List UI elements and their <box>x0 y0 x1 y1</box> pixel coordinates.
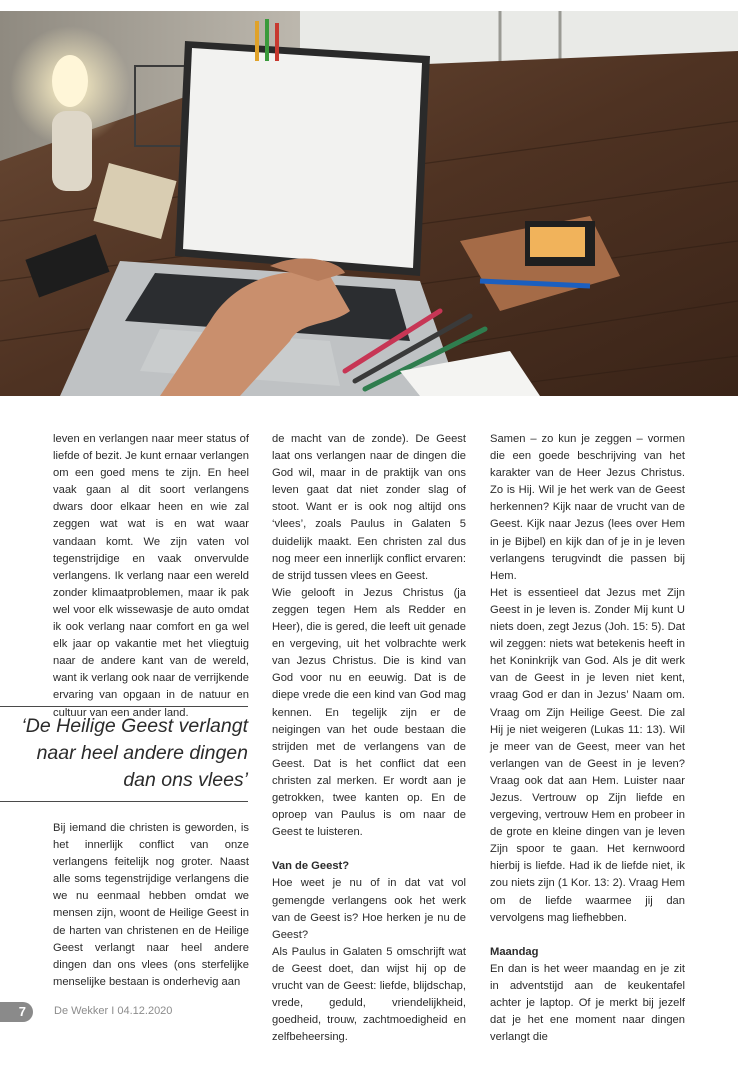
pull-quote-text: ‘De Heilige Geest verlangt naar heel andere dingen dan ons vlees’ <box>21 715 248 791</box>
pull-quote <box>0 706 248 802</box>
page-number: 7 <box>0 1002 33 1022</box>
body-paragraph: Als Paulus in Galaten 5 omschrijft wat de Geest doet, dan wijst hij op de vrucht van de Geest: liefde, blijdschap, vrede, geduld, vriendelijkheid, goedheid, trouw, zachtmoedigheid en zelfbeheersing. <box>272 945 466 1044</box>
body-paragraph: Samen – zo kun je zeggen – vormen die een goede beschrijving van het karakter van de Heer Jezus Christus. Zo is Hij. Wil je het werk van de Geest herkennen? Kijk naar de vrucht van de Geest. Kijk naar Jezus (lees over Hem in je Bijbel) en kijk dan of je in je leven verlangens terugvindt die passen bij Hem. <box>490 433 685 582</box>
body-paragraph: En dan is het weer maandag en je zit in adventstijd aan de keukentafel achter je laptop. Of je merkt bij jezelf dat je het ene moment naar dingen verlangt die <box>490 962 685 1044</box>
column-1-bottom <box>53 820 249 991</box>
body-paragraph: Wie gelooft in Jezus Christus (ja zeggen tegen Hem als Redder en Heer), die is gered, die leeft uit genade en vergeving, uit het volbrachte werk van Jezus Christus. Die is kind van God voor nu en eeuwig. Dat is de diepe vrede die een kind van God mag kennen. En tegelijk zijn er de neigingen van het oude bestaan die strijden met de verlangens van de Geest. Dat is het conflict dat een christen zal merken. Er wordt aan je getrokken, twee kanten op. En de oproep van Paulus is om naar de Geest te luisteren. <box>272 586 466 839</box>
column-3 <box>490 431 685 1046</box>
body-paragraph: leven en verlangen naar meer status of liefde of bezit. Je kunt ernaar verlangen om een goed mens te zijn. En heel vaak gaan al dit soort verlangens dwars door elkaar heen en wie zal zeggen wat wat is en wat waar vandaan komt. We zijn vaten vol tegenstrijdige en vaak onvervulde verlangens. Ik verlang naar een wereld zonder klimaatproblemen, maar ik pak wel voor elk wissewasje de auto omdat ik ook verlang naar comfort en ga wel elk jaar op vakantie met het vliegtuig naar de andere kant van de wereld, want ik verlang ook naar de verrijkende ervaring van opgaan in de natuur en cultuur van een ander land. <box>53 433 249 719</box>
hero-photo-laptop-desk <box>0 11 738 396</box>
section-heading: Van de Geest? <box>272 860 350 873</box>
body-paragraph: Het is essentieel dat Jezus met Zijn Geest in je leven is. Zonder Mij kunt U niets doen, zegt Jezus (Joh. 15: 5). Dat wil zeggen: niets wat betekenis heeft in het Koninkrijk van God. Als je dit werk van de Geest in je leven niet kent, vraag God er dan in Jezus’ Naam om. Vraag om Zijn Heilige Geest. Die zal Hij je niet weigeren (Lukas 11: 13). Wil je meer van de Geest, meer van het verlangen van de Geest in je leven? Vraag ook dat aan Hem. Luister naar Jezus. Vertrouw op Zijn liefde en vergeving, vertrouw Hem en probeer in de grote en kleine dingen van je leven Zijn spoor te gaan. Het kernwoord hierbij is liefde. Had ik de liefde niet, ik zou niets zijn (1 Kor. 13: 2). Vraag Hem om de liefde waarmee jij dan vervolgens mag liefhebben. <box>490 586 685 924</box>
publication-line: De Wekker I 04.12.2020 <box>54 1005 173 1017</box>
column-1-top <box>53 431 249 722</box>
body-paragraph: Hoe weet je nu of in dat vat vol gemengde verlangens ook het werk van de Geest is? Hoe herken je nu de Geest? <box>272 877 466 941</box>
laptop-desk-illustration <box>0 11 738 396</box>
body-paragraph: de macht van de zonde). De Geest laat ons verlangen naar de dingen die God wil, maar in de praktijk van ons leven gaat dat niet zonder slag of stoot. Want er is ook nog altijd ons ‘vlees’, zoals Paulus in Galaten 5 duidelijk maakt. Een christen zal dus nog meer een innerlijk conflict ervaren: de strijd tussen vlees en Geest. <box>272 433 466 582</box>
body-paragraph: Bij iemand die christen is geworden, is het innerlijk conflict van onze verlangens feitelijk nog groter. Naast alle soms tegenstrijdige verlangens die we nu eenmaal hebben omdat we mensen zijn, woont de Heilige Geest in de harten van christenen en de Heilige Geest verlangt naar heel andere dingen dan ons vlees (ons sterfelijke menselijke bestaan is onderhevig aan <box>53 822 249 988</box>
page-footer <box>0 1002 300 1022</box>
column-2 <box>272 431 466 1046</box>
section-heading: Maandag <box>490 945 539 958</box>
